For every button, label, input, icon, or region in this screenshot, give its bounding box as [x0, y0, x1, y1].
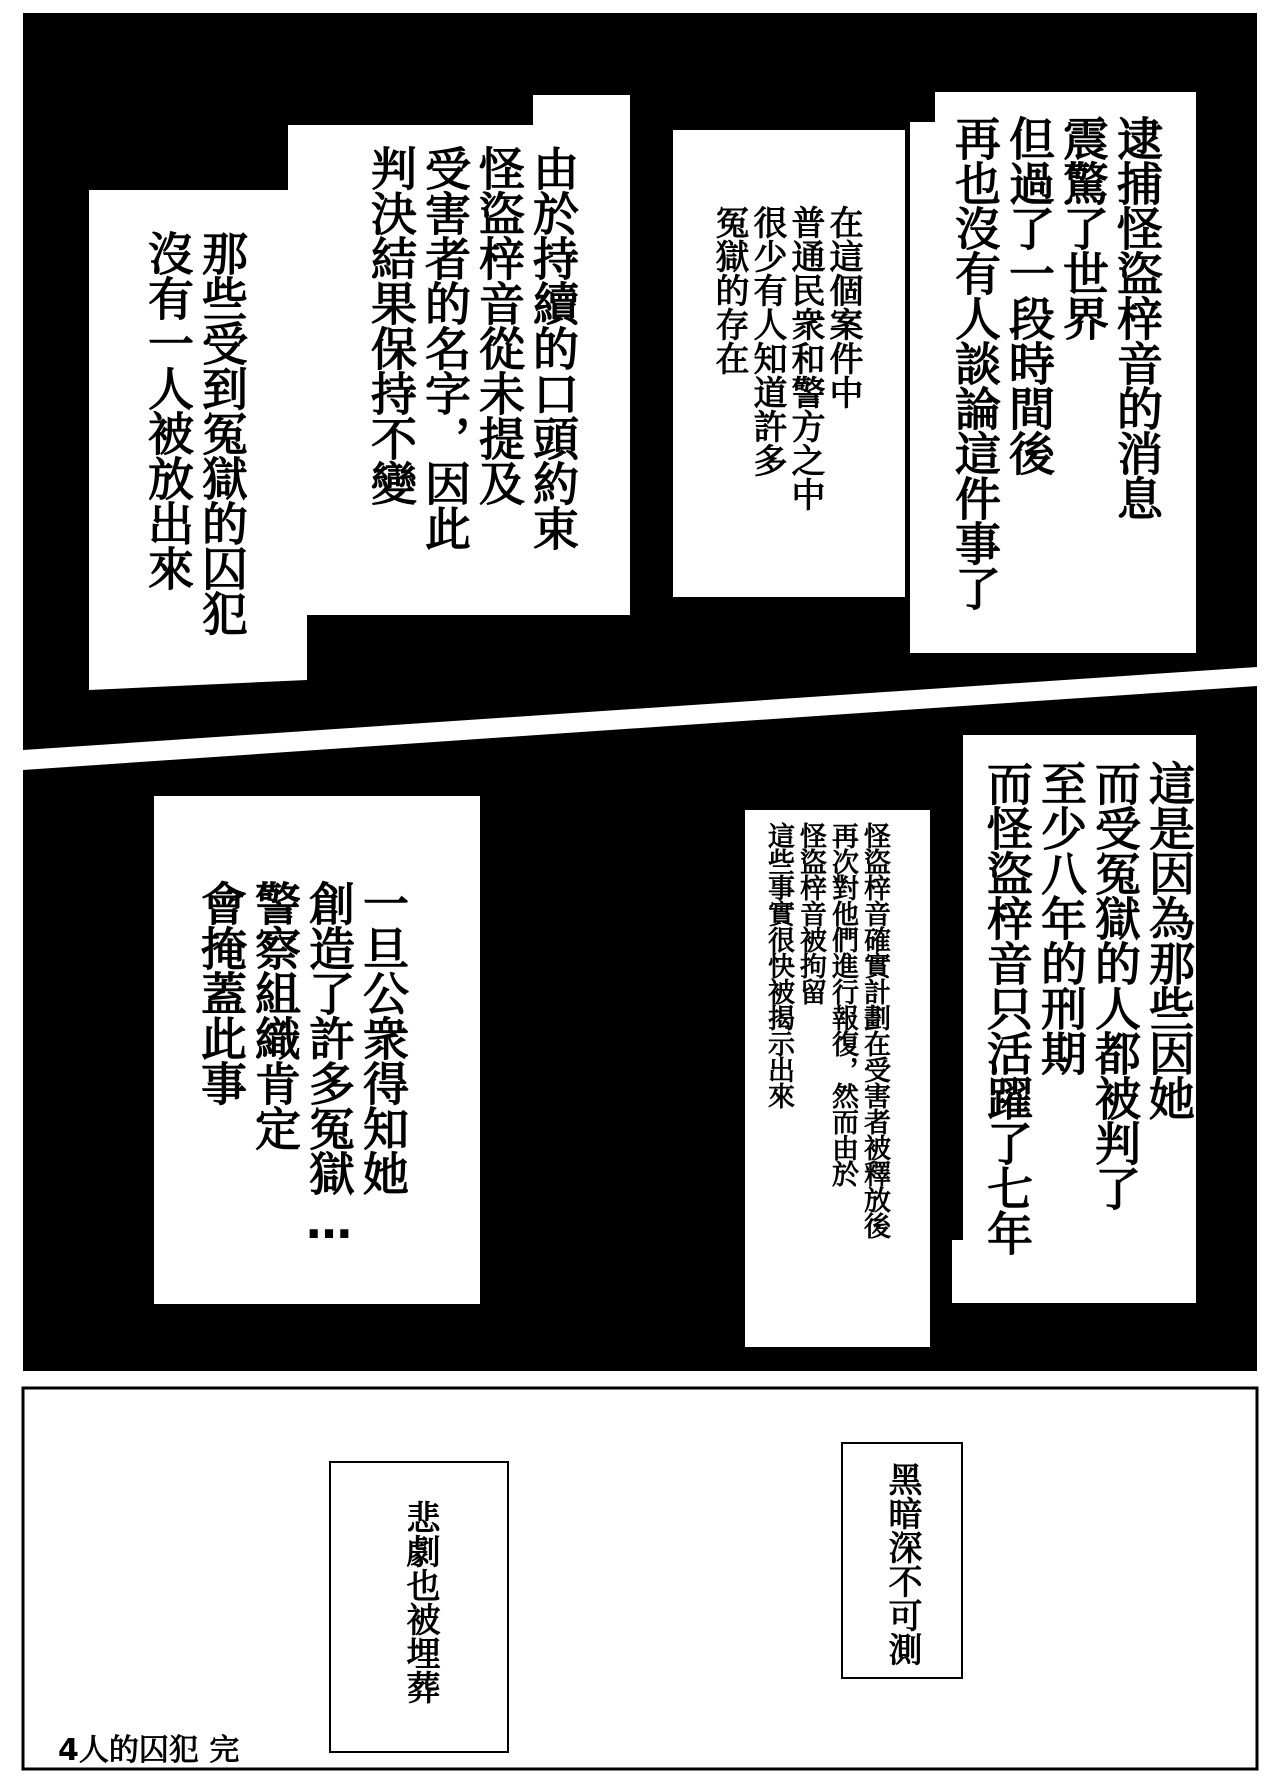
- caption-line: 怪盜梓音從未提及: [472, 145, 526, 505]
- caption-line: 很少有人知道許多: [747, 205, 787, 477]
- caption-line: 這些事實很快被揭示出來: [763, 822, 794, 1108]
- caption-line: 判決結果保持不變: [364, 145, 418, 505]
- caption-line: 怪盜梓音被拘留: [795, 822, 826, 1004]
- caption-line: 而受冤獄的人都被判了: [1088, 760, 1142, 1210]
- caption-line: 普通民衆和警方之中: [785, 205, 825, 511]
- caption-line: 那些受到冤獄的囚犯: [195, 230, 249, 635]
- caption-arrest: [948, 115, 1164, 635]
- caption-line: 悲劇也被埋葬: [400, 1500, 440, 1704]
- caption-line: 這是因為那些因她: [1142, 760, 1196, 1120]
- caption-prisoners: [141, 230, 249, 670]
- caption-public: [710, 205, 862, 585]
- caption-line: 黑暗深不可測: [882, 1462, 922, 1666]
- caption-line: 震驚了世界: [1056, 115, 1110, 340]
- caption-line: 至少八年的刑期: [1034, 760, 1088, 1075]
- caption-line: 怪盜梓音確實計劃在受害者被釋放後: [859, 822, 890, 1238]
- caption-line: 沒有一人被放出來: [141, 230, 195, 590]
- caption-line: 警察組織肯定: [248, 880, 302, 1150]
- panel-bottom-frame: [23, 1388, 1257, 1769]
- caption-sentence: [980, 760, 1196, 1300]
- caption-revenge: [762, 822, 890, 1337]
- caption-coverup: [194, 880, 410, 1280]
- end-label: 4人的囚犯 完: [58, 1733, 240, 1768]
- caption-line: 由於持續的口頭約束: [526, 145, 580, 550]
- caption-line: 創造了許多冤獄…: [302, 880, 356, 1248]
- caption-promise: [364, 145, 580, 605]
- caption-line: 逮捕怪盜梓音的消息: [1110, 115, 1164, 520]
- caption-line: 在這個案件中: [823, 205, 863, 409]
- caption-line: 再次對他們進行報復，然而由於: [827, 822, 858, 1186]
- caption-line: 一旦公衆得知她: [356, 880, 410, 1195]
- caption-line: 而怪盜梓音只活躍了七年: [980, 760, 1034, 1255]
- caption-line: 再也沒有人談論這件事了: [948, 115, 1002, 610]
- caption-darkness: [883, 1462, 921, 1672]
- caption-line: 但過了一段時間後: [1002, 115, 1056, 475]
- caption-line: 會掩蓋此事: [194, 880, 248, 1105]
- caption-line: 受害者的名字，因此: [418, 145, 472, 550]
- caption-tragedy: [401, 1500, 439, 1740]
- caption-line: 冤獄的存在: [709, 205, 749, 375]
